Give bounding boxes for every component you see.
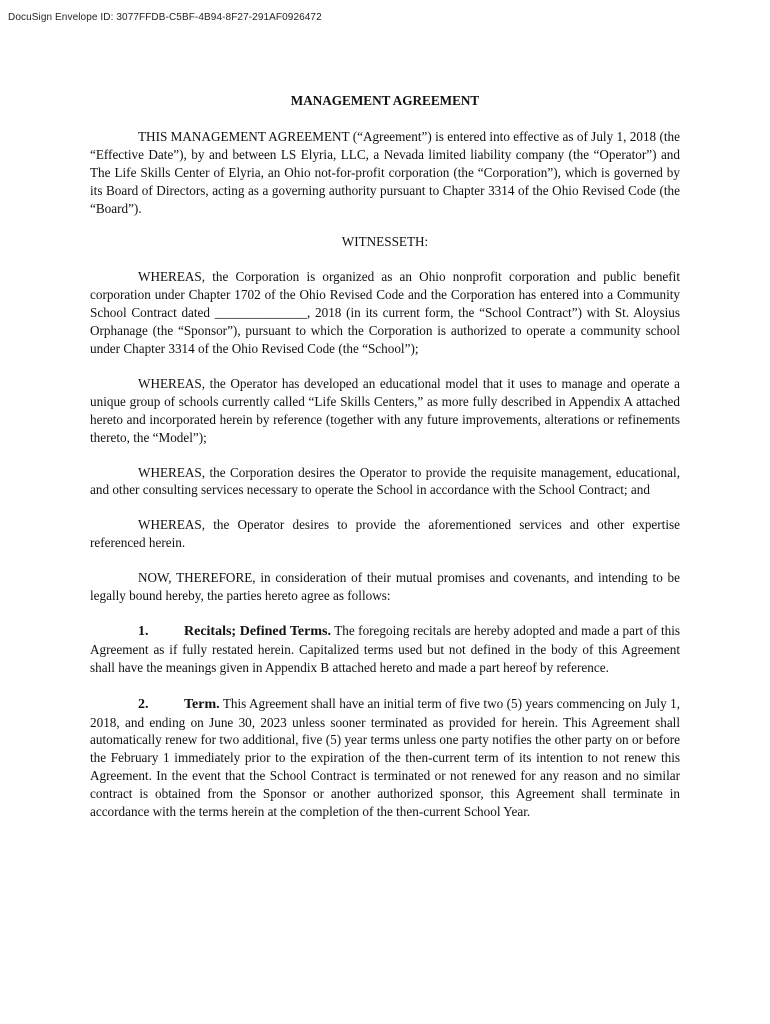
section-heading: Term. (184, 696, 220, 712)
section-text: This Agreement shall have an initial term of five two (5) years commencing on July 1, 2018, and ending on June 30, 2023 unless sooner terminated as provided for herein. This Agreement shall automatically renew for two additional, five (5) year terms unless one party notifies the other party on or before the February 1 immediately prior to the expiration of the then-current term of its intention to not renew this Agreement. In the event that the School Contract is terminated or not renewed for any reason and no similar contract is obtained from the Sponsor or another authorized sponsor, this Agreement shall terminate in accordance with the terms herein at the completion of the then-current School Year. (90, 695, 680, 820)
section-number: 2. (138, 696, 149, 712)
whereas-paragraph: WHEREAS, the Operator has developed an educational model that it uses to manage and operate a unique group of schools currently called “Life Skills Centers,” as more fully described in Appendix A attached hereto and incorporated herein by reference (together with any future improvements, alterations or refinements thereto, the “Model”); (90, 375, 680, 445)
section-text: The foregoing recitals are hereby adopted and made a part of this Agreement as if fully restated herein. Capitalized terms used but not defined in the body of this Agreement shall have the meanings given in Appendix B attached hereto and made a part hereof by reference. (90, 622, 681, 675)
whereas-paragraph: WHEREAS, the Corporation is organized as an Ohio nonprofit corporation and public benefit corporation under Chapter 1702 of the Ohio Revised Code and the Corporation has entered into a Community School Contract dated ______________, 2018 (in its current form, the “School Contract”) with St. Aloysius Orphanage (the “Sponsor”), pursuant to which the Corporation is authorized to operate a community school under Chapter 3314 of the Ohio Revised Code (the “School”); (90, 269, 680, 356)
intro-paragraph: THIS MANAGEMENT AGREEMENT (“Agreement”) is entered into effective as of July 1, 2018 (the “Effective Date”), by and between LS Elyria, LLC, a Nevada limited liability company (the “Operator”) and The Life Skills Center of Elyria, an Ohio not-for-profit corporation (the “Corporation”), which is governed by its Board of Directors, acting as a governing authority pursuant to Chapter 3314 of the Ohio Revised Code (the “Board”). (90, 128, 680, 216)
now-therefore-paragraph: NOW, THEREFORE, in consideration of their mutual promises and covenants, and intending to be legally bound hereby, the parties hereto agree as follows: (90, 570, 680, 604)
document-body (90, 92, 680, 839)
document-title: MANAGEMENT AGREEMENT (290, 93, 480, 108)
whereas-paragraph: WHEREAS, the Operator desires to provide the aforementioned services and other expertise referenced herein. (90, 517, 680, 551)
section-recitals (90, 622, 680, 677)
docusign-envelope-id: DocuSign Envelope ID: 3077FFDB-C5BF-4B94-8F27-291AF0926472 (8, 12, 322, 23)
section-number: 1. (138, 623, 149, 639)
witnesseth-heading: WITNESSETH: (341, 234, 429, 250)
section-heading: Recitals; Defined Terms. (184, 623, 331, 639)
section-term (90, 695, 680, 821)
whereas-paragraph: WHEREAS, the Corporation desires the Operator to provide the requisite management, educational, and other consulting services necessary to operate the School in accordance with the School Contract; and (90, 464, 680, 498)
